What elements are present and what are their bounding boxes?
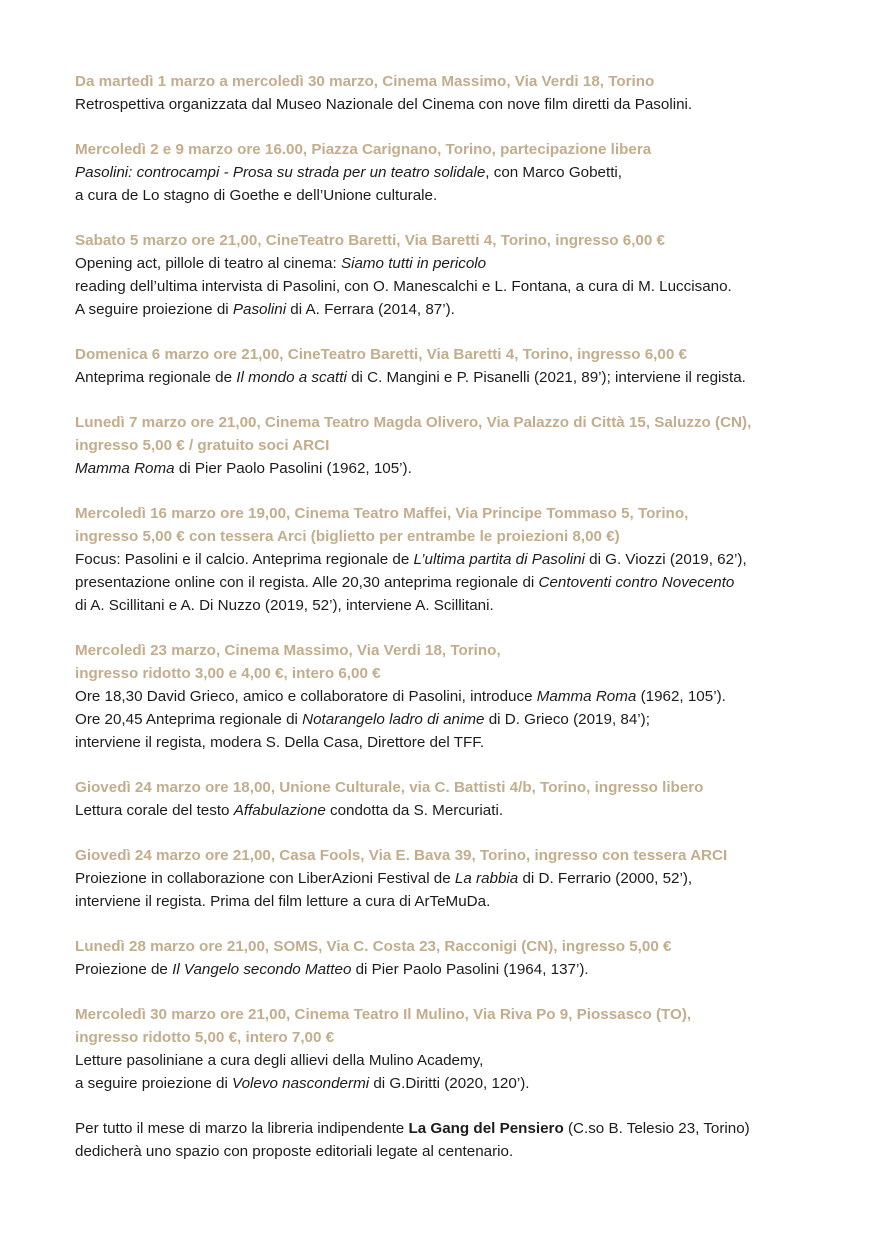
- event-description-line: [75, 298, 855, 321]
- event-heading: ingresso 5,00 € con tessera Arci (biglietto per entrambe le proiezioni 8,00 €): [75, 528, 620, 545]
- event-description-line: [75, 867, 855, 890]
- event-description-line: [75, 1072, 855, 1095]
- text-segment: di D. Grieco (2019, 84’);: [484, 711, 650, 728]
- event-heading: ingresso 5,00 € / gratuito soci ARCI: [75, 437, 330, 454]
- text-segment: , con Marco Gobetti,: [485, 164, 623, 181]
- event-list: [75, 70, 855, 1185]
- text-segment: dedicherà uno spazio con proposte editoriali legate al centenario.: [75, 1143, 514, 1160]
- title-italic: Mamma Roma: [75, 460, 175, 477]
- event-description-line: [75, 685, 855, 708]
- text-segment: di Pier Paolo Pasolini (1962, 105’).: [174, 460, 412, 477]
- event-block: [75, 502, 855, 617]
- event-description-line: [75, 93, 855, 116]
- text-segment: Lettura corale del testo: [75, 802, 234, 819]
- event-description-line: [75, 708, 855, 731]
- event-heading: Mercoledì 23 marzo, Cinema Massimo, Via Verdi 18, Torino,: [75, 642, 501, 659]
- event-description-line: [75, 1049, 855, 1072]
- text-segment: di G. Viozzi (2019, 62’),: [584, 551, 747, 568]
- closing-line: [75, 1140, 855, 1163]
- text-segment: Opening act, pillole di teatro al cinema:: [75, 255, 341, 272]
- event-description-line: [75, 457, 855, 480]
- event-heading: Mercoledì 16 marzo ore 19,00, Cinema Teatro Maffei, Via Principe Tommaso 5, Torino,: [75, 505, 689, 522]
- event-heading: ingresso ridotto 5,00 €, intero 7,00 €: [75, 1029, 335, 1046]
- text-segment: Retrospettiva organizzata dal Museo Nazionale del Cinema con nove film diretti da Pasolini.: [75, 96, 693, 113]
- event-block: [75, 411, 855, 480]
- event-description-line: [75, 958, 855, 981]
- event-heading: Da martedì 1 marzo a mercoledì 30 marzo, Cinema Massimo, Via Verdi 18, Torino: [75, 73, 655, 90]
- event-heading: Mercoledì 30 marzo ore 21,00, Cinema Teatro Il Mulino, Via Riva Po 9, Piossasco (TO),: [75, 1006, 692, 1023]
- event-block: [75, 1003, 855, 1095]
- text-segment: (1962, 105’).: [636, 688, 726, 705]
- text-segment: di C. Mangini e P. Pisanelli (2021, 89’); interviene il regista.: [346, 369, 746, 386]
- event-block: [75, 138, 855, 207]
- event-block: [75, 639, 855, 754]
- text-segment: di D. Ferrario (2000, 52’),: [518, 870, 693, 887]
- text-segment: A seguire proiezione di: [75, 301, 233, 318]
- text-segment: Per tutto il mese di marzo la libreria indipendente: [75, 1120, 409, 1137]
- bookstore-name: La Gang del Pensiero: [408, 1120, 564, 1137]
- title-italic: Pasolini: controcampi - Prosa su strada per un teatro solidale: [75, 164, 486, 181]
- title-italic: Il Vangelo secondo Matteo: [172, 961, 352, 978]
- event-heading: Sabato 5 marzo ore 21,00, CineTeatro Baretti, Via Baretti 4, Torino, ingresso 6,00 €: [75, 232, 665, 249]
- event-description-line: [75, 594, 855, 617]
- title-italic: Notarangelo ladro di anime: [302, 711, 485, 728]
- text-segment: interviene il regista. Prima del film letture a cura di ArTeMuDa.: [75, 893, 491, 910]
- title-italic: Il mondo a scatti: [236, 369, 347, 386]
- text-segment: Proiezione de: [75, 961, 173, 978]
- event-description-line: [75, 275, 855, 298]
- text-segment: Anteprima regionale de: [75, 369, 237, 386]
- event-heading: Mercoledì 2 e 9 marzo ore 16.00, Piazza Carignano, Torino, partecipazione libera: [75, 141, 652, 158]
- event-block: [75, 70, 855, 116]
- text-segment: di A. Ferrara (2014, 87’).: [286, 301, 455, 318]
- event-heading: Giovedì 24 marzo ore 18,00, Unione Culturale, via C. Battisti 4/b, Torino, ingresso libero: [75, 779, 704, 796]
- event-description-line: [75, 799, 855, 822]
- event-heading: ingresso ridotto 3,00 e 4,00 €, intero 6,00 €: [75, 665, 381, 682]
- event-heading: Domenica 6 marzo ore 21,00, CineTeatro Baretti, Via Baretti 4, Torino, ingresso 6,00 €: [75, 346, 687, 363]
- text-segment: presentazione online con il regista. Alle 20,30 anteprima regionale di: [75, 574, 539, 591]
- text-segment: a cura de Lo stagno di Goethe e dell’Unione culturale.: [75, 187, 438, 204]
- title-italic: Volevo nascondermi: [232, 1075, 370, 1092]
- title-italic: La rabbia: [454, 870, 519, 887]
- text-segment: di A. Scillitani e A. Di Nuzzo (2019, 52’), interviene A. Scillitani.: [75, 597, 494, 614]
- event-heading: Giovedì 24 marzo ore 21,00, Casa Fools, Via E. Bava 39, Torino, ingresso con tessera ARCI: [75, 847, 728, 864]
- text-segment: Proiezione in collaborazione con LiberAzioni Festival de: [75, 870, 455, 887]
- text-segment: a seguire proiezione di: [75, 1075, 233, 1092]
- event-description-line: [75, 184, 855, 207]
- text-segment: di Pier Paolo Pasolini (1964, 137’).: [351, 961, 589, 978]
- text-segment: reading dell’ultima intervista di Pasolini, con O. Manescalchi e L. Fontana, a cura di M. Luccisano.: [75, 278, 732, 295]
- text-segment: Letture pasoliniane a cura degli allievi della Mulino Academy,: [75, 1052, 484, 1069]
- event-description-line: [75, 548, 855, 571]
- closing-line: [75, 1117, 855, 1140]
- event-heading: Lunedì 7 marzo ore 21,00, Cinema Teatro Magda Olivero, Via Palazzo di Città 15, Saluzzo (CN),: [75, 414, 752, 431]
- event-description-line: [75, 731, 855, 754]
- event-block: [75, 343, 855, 389]
- text-segment: Ore 18,30 David Grieco, amico e collaboratore di Pasolini, introduce: [75, 688, 537, 705]
- event-block: [75, 844, 855, 913]
- text-segment: interviene il regista, modera S. Della Casa, Direttore del TFF.: [75, 734, 485, 751]
- title-italic: L’ultima partita di Pasolini: [413, 551, 585, 568]
- closing-note: [75, 1117, 855, 1163]
- event-description-line: [75, 161, 855, 184]
- title-italic: Siamo tutti in pericolo: [340, 255, 487, 272]
- event-block: [75, 935, 855, 981]
- event-description-line: [75, 890, 855, 913]
- title-italic: Centoventi contro Novecento: [538, 574, 735, 591]
- event-block: [75, 229, 855, 321]
- event-description-line: [75, 571, 855, 594]
- title-italic: Affabulazione: [233, 802, 326, 819]
- title-italic: Mamma Roma: [536, 688, 637, 705]
- event-heading: Lunedì 28 marzo ore 21,00, SOMS, Via C. Costa 23, Racconigi (CN), ingresso 5,00 €: [75, 938, 672, 955]
- event-description-line: [75, 252, 855, 275]
- text-segment: condotta da S. Mercuriati.: [325, 802, 504, 819]
- text-segment: Focus: Pasolini e il calcio. Anteprima regionale de: [75, 551, 414, 568]
- text-segment: (C.so B. Telesio 23, Torino): [563, 1120, 750, 1137]
- text-segment: di G.Diritti (2020, 120’).: [369, 1075, 530, 1092]
- event-description-line: [75, 366, 855, 389]
- title-italic: Pasolini: [232, 301, 287, 318]
- event-block: [75, 776, 855, 822]
- text-segment: Ore 20,45 Anteprima regionale di: [75, 711, 303, 728]
